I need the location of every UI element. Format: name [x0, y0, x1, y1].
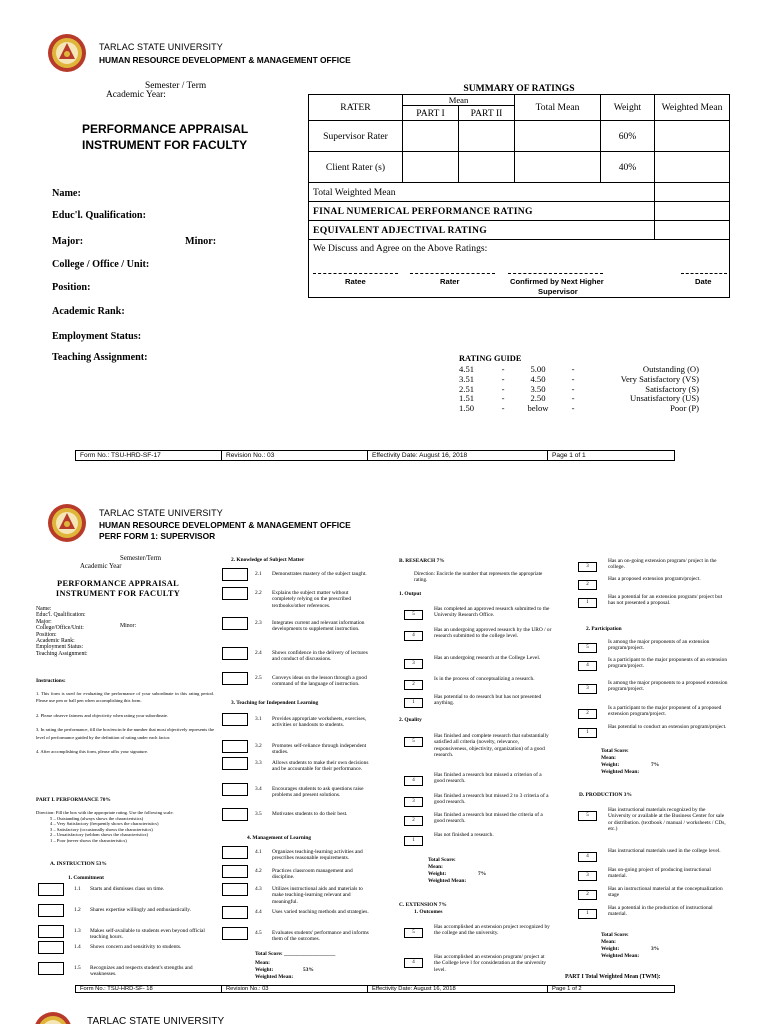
item-text: Has a potential in the production of instructional material.	[608, 905, 713, 918]
range-to: 5.00	[530, 364, 546, 374]
total-b-weight-val: 7%	[478, 871, 487, 877]
direction-text: Direction: Fill the box with the appropriate rating. Use the following scale.	[36, 810, 174, 815]
rating-label: Unsatisfactory (US)	[630, 393, 699, 404]
university-logo	[47, 503, 87, 543]
form-title-line2: INSTRUMENT FOR FACULTY	[82, 138, 248, 152]
row-adjectival-rating: EQUIVALENT ADJECTIVAL RATING	[309, 221, 655, 240]
perf-form-title: PERF FORM 1: SUPERVISOR	[99, 531, 216, 541]
col-rater: RATER	[309, 95, 403, 121]
rating-number-box[interactable]: 1	[404, 698, 423, 708]
item-number: 2.4	[255, 650, 262, 656]
university-name: TARLAC STATE UNIVERSITY	[99, 42, 223, 52]
item-text: Has finished a research but missed the criteria of a good research.	[434, 812, 543, 825]
item-text: Integrates current and relevant information developments to supplement instruction.	[272, 620, 365, 633]
semester-label: Semester/Term	[120, 555, 162, 562]
col-mean: Mean	[403, 95, 515, 106]
teaching-title: 3. Teaching for Independent Learning	[231, 700, 319, 706]
item-text: Is a participant to the major proponent of a proposed extension program/project.	[608, 705, 722, 718]
item-text: Has accomplished an extension program/ project at the College leve l for consideration at the university level.	[434, 954, 546, 973]
total-c-score: Total Score:	[601, 748, 629, 754]
revision-no: Revision No.: 03	[222, 451, 368, 461]
educ-label: Educ'l. Qualification:	[52, 210, 146, 221]
total-c-weight-val: 7%	[651, 762, 660, 768]
major-label: Major:	[52, 236, 84, 247]
item-text: Conveys ideas on the lesson through a good command of the language of instruction.	[272, 675, 367, 688]
item-text: Evaluates students' performance and informs them of the outcomes.	[272, 930, 369, 943]
item-number: 1.2	[74, 907, 81, 913]
rating-number-box[interactable]: 1	[578, 598, 597, 608]
range-dash: -	[501, 403, 505, 414]
rating-number-box[interactable]: 5	[404, 928, 423, 938]
item-text: Shares expertise willingly and enthusiastically.	[90, 907, 192, 913]
sig-ratee: Ratee	[345, 277, 366, 286]
rating-guide-title: RATING GUIDE	[459, 354, 522, 363]
range-dash: -	[501, 383, 505, 394]
range-from: 1.50	[459, 403, 475, 414]
range-dash: -	[571, 364, 575, 374]
form-no: Form No.: TSU-HRD-SF-17	[76, 451, 222, 461]
effectivity-date: Effectivity Date: August 16, 2018	[368, 451, 548, 461]
range-from: 4.51	[459, 364, 475, 374]
university-logo	[33, 1011, 73, 1024]
rating-number-box[interactable]: 2	[578, 580, 597, 590]
cell-input[interactable]	[459, 152, 515, 183]
cell-input[interactable]	[655, 202, 730, 221]
cell-input[interactable]	[655, 221, 730, 240]
total-d-wmean: Weighted Mean:	[601, 953, 640, 959]
rating-number-box[interactable]: 4	[578, 661, 597, 671]
name-label: Name:	[52, 188, 81, 199]
rating-box[interactable]	[222, 757, 248, 770]
total-a-wmean: Weighted Mean:	[255, 974, 294, 980]
item-number: 4.2	[255, 868, 262, 874]
range-from: 2.51	[459, 383, 475, 394]
rating-number-box[interactable]: 1	[578, 909, 597, 919]
scale-item: 1 – Poor (never shows the characteristics)	[50, 837, 127, 843]
total-d-mean: Mean:	[601, 939, 616, 945]
total-d-weight-val: 3%	[651, 946, 660, 952]
semester-label: Semester / Term	[145, 81, 207, 91]
field-label: Educ'l. Qualification:	[36, 612, 86, 619]
range-dash: -	[501, 393, 505, 404]
item-text: Has finished a research but missed 2 to 3 criteria of a good research.	[434, 793, 549, 806]
instruction-item: 2. Please observe fairness and objectivity when rating your subordinate.	[36, 712, 169, 718]
total-c-mean: Mean:	[601, 755, 616, 761]
col-part2: PART II	[459, 106, 515, 121]
field-label: Name:	[36, 606, 52, 612]
cell-input[interactable]	[403, 152, 459, 183]
range-from: 1.51	[459, 393, 475, 404]
total-b-mean: Mean:	[428, 864, 443, 870]
rating-box[interactable]	[38, 904, 64, 917]
item-number: 2.5	[255, 675, 262, 681]
item-number: 2.2	[255, 590, 262, 596]
rating-box[interactable]	[222, 568, 248, 581]
part1-title: PART I. PERFORMANCE 70%	[36, 797, 111, 803]
col-total-mean: Total Mean	[515, 95, 601, 121]
total-b-weight: Weight:	[428, 871, 447, 877]
rating-number-box[interactable]: 5	[404, 610, 423, 620]
scale-item: 5 – Outstanding (always shows the characteristics)	[50, 816, 144, 821]
signature-line	[681, 273, 727, 274]
item-text: Has an undergoing research at the College Level.	[434, 655, 541, 661]
rating-number-box[interactable]: 5	[578, 811, 597, 821]
total-a-mean: Mean:	[255, 960, 270, 966]
item-text: Has potential to do research but has not presented anything.	[434, 694, 542, 707]
rating-number-box[interactable]: 1	[404, 836, 423, 846]
scale-item: 3 – Satisfactory (occasionally shows the characteristics)	[50, 826, 153, 832]
cell-input[interactable]	[655, 152, 730, 183]
field-label: Academic Rank:	[36, 638, 75, 645]
rating-number-box[interactable]: 2	[578, 709, 597, 719]
item-text: Organizes teaching-learning activities and prescribes reasonable requirements.	[272, 849, 363, 862]
item-number: 2.3	[255, 620, 262, 626]
rating-number-box[interactable]: 3	[404, 797, 423, 807]
total-c-weight: Weight:	[601, 762, 620, 768]
total-a-weight-val: 53%	[303, 967, 314, 973]
page1-footer	[75, 450, 675, 461]
range-from: 3.51	[459, 373, 475, 384]
rating-box[interactable]	[222, 846, 248, 859]
item-text: Has instructional materials used in the college level.	[608, 848, 721, 854]
rating-number-box[interactable]: 5	[404, 737, 423, 747]
cell-input[interactable]	[655, 183, 730, 202]
item-text: Makes self-available to students even beyond official teaching hours.	[90, 928, 205, 941]
rating-box[interactable]	[38, 925, 64, 938]
total-d-score: Total Score:	[601, 932, 629, 938]
item-text: Explains the subject matter without completely relying on the prescribed textbooks/other references.	[272, 590, 352, 609]
rating-guide-row	[455, 404, 703, 414]
item-number: 1.1	[74, 886, 81, 892]
part1-total: PART I Total Weighted Mean (TWM):	[565, 974, 661, 980]
page2-footer	[75, 985, 675, 993]
item-text: Is in the process of conceptualizing a research.	[434, 676, 535, 682]
rating-box[interactable]	[222, 617, 248, 630]
employee-fields	[36, 606, 88, 657]
item-text: Has a proposed extension program/project.	[608, 576, 701, 582]
rating-number-box[interactable]: 4	[404, 958, 423, 968]
rating-number-box[interactable]: 2	[404, 680, 423, 690]
item-text: Has not finished a research.	[434, 832, 494, 838]
form-title-line1: PERFORMANCE APPRAISAL	[82, 122, 249, 136]
item-text: Uses varied teaching methods and strategies.	[272, 909, 369, 915]
section-instruction: A. INSTRUCTION 53%	[50, 861, 107, 867]
item-text: Has instructional materials recognized by the University or available at the Business Center for sale or distribution. (textbook / manual / worksheets / CDs, etc.)	[608, 807, 726, 833]
position-label: Position:	[52, 282, 91, 293]
knowledge-title: 2. Knowledge of Subject Matter	[231, 557, 305, 563]
total-b-wmean: Weighted Mean:	[428, 878, 467, 884]
col-weighted-mean: Weighted Mean	[655, 95, 730, 121]
rating-number-box[interactable]: 3	[578, 562, 597, 572]
rating-label: Satisfactory (S)	[645, 383, 699, 394]
item-number: 3.3	[255, 760, 262, 766]
rating-number-box[interactable]: 2	[404, 816, 423, 826]
rating-box[interactable]	[222, 865, 248, 878]
office-name: HUMAN RESOURCE DEVELOPMENT & MANAGEMENT OFFICE	[99, 55, 351, 65]
total-d-weight: Weight:	[601, 946, 620, 952]
cell-input[interactable]	[655, 121, 730, 152]
sig-supervisor: Supervisor	[538, 287, 578, 296]
rating-box[interactable]	[222, 808, 248, 821]
item-text: Motivates students to do their best.	[272, 811, 348, 817]
office-name: HUMAN RESOURCE DEVELOPMENT & MANAGEMENT OFFICE	[99, 520, 351, 530]
college-label: College / Office / Unit:	[52, 259, 150, 270]
participation-title: 2. Participation	[586, 626, 622, 632]
discuss-text: We Discuss and Agree on the Above Ratings:	[313, 243, 488, 254]
research-title: B. RESEARCH 7%	[399, 558, 445, 564]
employment-label: Employment Status:	[52, 331, 142, 342]
rank-label: Academic Rank:	[52, 306, 125, 317]
form-no: Form No.: TSU-HRD-SF- 18	[76, 986, 222, 993]
item-number: 1.4	[74, 944, 81, 950]
item-number: 3.1	[255, 716, 262, 722]
item-text: Is a participant to the major proponents of an extension program/project.	[608, 657, 728, 670]
item-text: Has an on-going extension program/ project in the college.	[608, 558, 717, 571]
range-to: 4.50	[530, 373, 546, 384]
rating-number-box[interactable]: 2	[578, 890, 597, 900]
rating-box[interactable]	[222, 587, 248, 600]
item-text: Demonstrates mastery of the subject taught.	[272, 571, 367, 577]
rating-box[interactable]	[222, 783, 248, 796]
row-total-weighted: Total Weighted Mean	[309, 183, 655, 202]
summary-of-ratings-table	[308, 83, 730, 298]
col-part1: PART I	[403, 106, 459, 121]
row-final-rating: FINAL NUMERICAL PERFORMANCE RATING	[309, 202, 655, 221]
item-text: Has completed an approved research submitted to the University Research Office.	[434, 606, 550, 619]
rating-box[interactable]	[222, 672, 248, 685]
quality-title: 2. Quality	[399, 717, 422, 723]
supervisor-weight: 60%	[601, 121, 655, 152]
rating-box[interactable]	[222, 927, 248, 940]
rating-box[interactable]	[222, 883, 248, 896]
row-discuss	[309, 240, 730, 298]
range-to: below	[527, 403, 549, 414]
rating-number-box[interactable]: 4	[404, 631, 423, 641]
total-b-score: Total Score:	[428, 857, 456, 863]
page-number: Page 1 of 2	[548, 986, 675, 993]
cell-input[interactable]	[515, 152, 601, 183]
sig-confirmed: Confirmed by Next Higher	[510, 277, 604, 286]
item-text: Has a potential for an extension program/ project but has not presented a proposal.	[608, 594, 723, 607]
management-title: 4. Management of Learning	[247, 835, 312, 841]
rating-box[interactable]	[38, 883, 64, 896]
total-a-score: Total Score: ___________________	[255, 951, 336, 957]
rating-number-box[interactable]: 5	[578, 643, 597, 653]
item-text: Starts and dismisses class on time.	[90, 886, 165, 892]
item-text: Has finished and complete research that substantially satisfied all criteria (novelty, relevance, responsiveness, objectivity, organization) of a good research.	[434, 733, 549, 759]
item-text: Provides appropriate worksheets, exercises, activities or handouts to students.	[272, 716, 367, 729]
item-text: Shows concern and sensitivity to students.	[90, 944, 182, 950]
cell-input[interactable]	[515, 121, 601, 152]
field-label: Position:	[36, 631, 57, 638]
rating-label: Outstanding (O)	[642, 364, 699, 374]
rating-box[interactable]	[222, 740, 248, 753]
field-label: Teaching Assignment:	[36, 650, 88, 657]
item-text: Practices classroom management and discipline.	[272, 868, 353, 881]
range-dash: -	[501, 364, 505, 374]
university-logo	[47, 33, 87, 73]
cell-input[interactable]	[459, 121, 515, 152]
item-text: Is among the major proponents of an extension program/project.	[608, 639, 710, 652]
rating-number-box[interactable]: 1	[578, 728, 597, 738]
range-dash: -	[571, 403, 575, 414]
rating-box[interactable]	[222, 647, 248, 660]
academic-year-label: Academic Year:	[106, 90, 166, 100]
instruction-item: 3. In rating the performance, fill the box/encircle the number that most objectively represents the level of performance guided by the definition of rating under each factor.	[36, 727, 214, 740]
rating-number-box[interactable]: 3	[578, 684, 597, 694]
item-text: Has on-going project of producing instructional material.	[608, 867, 711, 880]
rating-label: Poor (P)	[670, 403, 699, 414]
item-number: 4.4	[255, 909, 262, 915]
production-title: D. PRODUCTION 3%	[579, 792, 632, 798]
item-number: 4.3	[255, 886, 262, 892]
item-number: 4.1	[255, 849, 262, 855]
item-number: 4.5	[255, 930, 262, 936]
scale-item: 4 – Very Satisfactory (frequently shows the characteristics)	[50, 821, 159, 827]
rating-guide-table	[455, 365, 703, 414]
item-number: 3.5	[255, 811, 262, 817]
total-c-wmean: Weighted Mean:	[601, 769, 640, 775]
rating-box[interactable]	[222, 713, 248, 726]
outcomes-title: 1. Outcomes	[414, 909, 443, 915]
rating-number-box[interactable]: 3	[404, 659, 423, 669]
output-title: 1. Output	[399, 591, 422, 597]
range-dash: -	[571, 373, 575, 384]
rating-guide-row	[455, 394, 703, 404]
item-text: Recognizes and respects student's strengths and weaknesses.	[90, 965, 193, 978]
item-number: 1.3	[74, 928, 81, 934]
item-text: Has accomplished an extension project recognized by the college and the university.	[434, 924, 550, 937]
item-text: Has finished a research but missed a criterion of a good research.	[434, 772, 542, 785]
item-number: 1.5	[74, 965, 81, 971]
form-title: PERFORMANCE APPRAISAL INSTRUMENT FOR FACULTY	[55, 579, 181, 598]
minor-label: Minor:	[120, 623, 137, 629]
item-text: Allows students to make their own decisions and be accountable for their performance.	[272, 760, 369, 773]
cell-input[interactable]	[403, 121, 459, 152]
revision-no: Revision No.: 03	[222, 986, 368, 993]
page-number: Page 1 of 1	[548, 451, 675, 461]
signature-line	[410, 273, 495, 274]
instruction-item: 1. This form is used for evaluating the performance of your subordinate in this rating period. Please use pen or ball pen when accomplishing this form.	[36, 691, 214, 704]
instructions-title: Instructions:	[36, 678, 66, 684]
total-a-weight: Weight:	[255, 967, 274, 973]
university-name: TARLAC STATE UNIVERSITY	[87, 1016, 225, 1024]
item-text: Encourages students to ask questions raise problems and present solutions.	[272, 786, 364, 799]
instruction-item: 4. After accomplishing this form, please affix your signature.	[36, 749, 149, 755]
signature-line	[313, 273, 398, 274]
item-number: 3.2	[255, 743, 262, 749]
scale-item: 2 – Unsatisfactory (seldom shows the characteristics)	[50, 832, 148, 838]
row-client: Client Rater (s)	[309, 152, 403, 183]
client-weight: 40%	[601, 152, 655, 183]
rating-scale	[50, 816, 158, 843]
item-text: Has an instructional material at the conceptualization stage	[608, 886, 723, 899]
instructions-list	[36, 690, 214, 762]
academic-year-label: Academic Year	[80, 563, 122, 570]
rating-number-box[interactable]: 3	[578, 871, 597, 881]
rating-box[interactable]	[38, 962, 64, 975]
sig-date: Date	[695, 277, 712, 286]
range-dash: -	[571, 383, 575, 394]
signature-line	[508, 273, 603, 274]
field-label: Major:	[36, 618, 52, 625]
item-text: Shows confidence in the delivery of lectures and conduct of discussions.	[272, 650, 368, 663]
range-dash: -	[501, 373, 505, 384]
item-number: 2.1	[255, 571, 262, 577]
item-number: 3.4	[255, 786, 262, 792]
field-label: College/Office/Unit:	[36, 625, 84, 632]
rating-box[interactable]	[222, 906, 248, 919]
commitment-title: 1. Commitment	[68, 875, 104, 881]
range-to: 2.50	[530, 393, 546, 404]
minor-label: Minor:	[185, 236, 217, 247]
col-weight: Weight	[601, 95, 655, 121]
item-text: Promotes self-reliance through independent studies.	[272, 743, 367, 756]
extension-title: C. EXTENSION 7%	[399, 902, 447, 908]
rating-number-box[interactable]: 4	[404, 776, 423, 786]
range-dash: -	[571, 393, 575, 404]
item-text: Is among the major proponents to a proposed extension program/project.	[608, 680, 728, 693]
university-name: TARLAC STATE UNIVERSITY	[99, 508, 223, 518]
research-direction: Direction: Encircle the number that represents the appropriate rating.	[414, 571, 543, 584]
rating-box[interactable]	[38, 941, 64, 954]
row-supervisor: Supervisor Rater	[309, 121, 403, 152]
range-to: 3.50	[530, 383, 546, 394]
field-label: Employment Status:	[36, 644, 84, 651]
item-text: Has potential to conduct an extension program/project.	[608, 724, 727, 730]
rating-label: Very Satisfactory (VS)	[620, 373, 699, 384]
effectivity-date: Effectivity Date: August 16, 2018	[368, 986, 548, 993]
sig-rater: Rater	[440, 277, 460, 286]
rating-number-box[interactable]: 4	[578, 852, 597, 862]
item-text: Has an undergoing approved research by the URO / or research submitted to the college level.	[434, 627, 552, 640]
item-text: Utilizes instructional aids and materials to make teaching-learning relevant and meaningful.	[272, 886, 363, 905]
teaching-label: Teaching Assignment:	[52, 352, 148, 363]
summary-title: SUMMARY OF RATINGS	[309, 83, 730, 95]
